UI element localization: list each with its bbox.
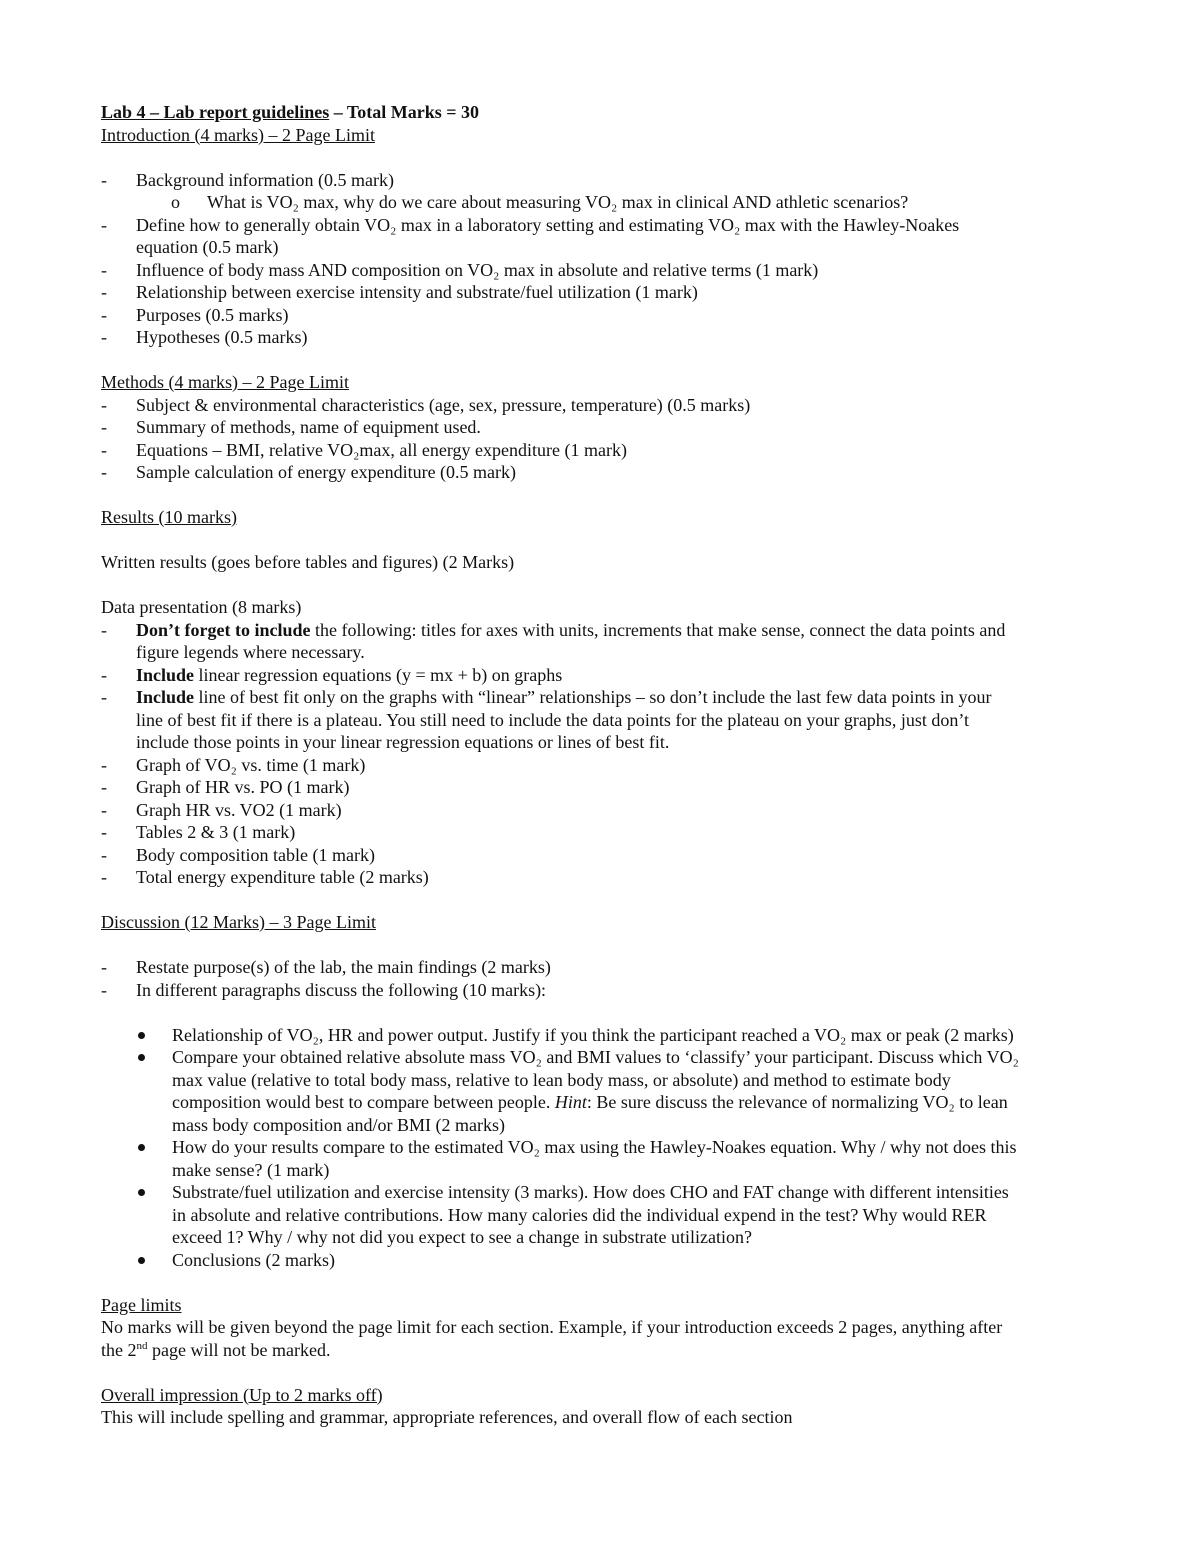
bullet-item: Compare your obtained relative absolute mass VO₂ and BMI values to ‘classify’ your participant. Discuss which VO₂ xyxy=(101,1046,1101,1069)
list-item: - Restate purpose(s) of the lab, the main findings (2 marks) xyxy=(101,957,551,977)
overall-impression-text: This will include spelling and grammar, appropriate references, and overall flow of each section xyxy=(101,1407,793,1427)
list-item: - Summary of methods, name of equipment used. xyxy=(101,417,481,437)
introduction-heading: Introduction (4 marks) – 2 Page Limit xyxy=(101,124,375,145)
list-item-continuation: line of best fit if there is a plateau. You still need to include the data points for the plateau on your graphs, just don’t xyxy=(136,709,969,730)
page-limits-text: No marks will be given beyond the page limit for each section. Example, if your introduction exceeds 2 pages, anything after xyxy=(101,1317,1003,1337)
list-item: - Total energy expenditure table (2 marks) xyxy=(101,867,429,887)
bullet-icon xyxy=(138,1144,145,1151)
list-item: - Influence of body mass AND composition on VO₂ max in absolute and relative terms (1 mark) xyxy=(101,259,819,280)
written-results-text: Written results (goes before tables and figures) (2 Marks) xyxy=(101,552,515,572)
list-item: - Graph HR vs. VO2 (1 mark) xyxy=(101,799,342,820)
sub-list-item: o What is VO₂ max, why do we care about measuring VO₂ max in clinical AND athletic scenarios? xyxy=(171,192,909,212)
bullet-icon xyxy=(138,1257,145,1264)
bullet-item: Relationship of VO₂, HR and power output. Justify if you think the participant reached a VO₂ max or peak (2 marks) xyxy=(101,1024,1101,1047)
data-presentation-heading: Data presentation (8 marks) xyxy=(101,597,302,617)
bullet-item-continuation: max value (relative to total body mass, relative to lean body mass, or absolute) and method to estimate body xyxy=(172,1069,951,1090)
discussion-heading: Discussion (12 Marks) – 3 Page Limit xyxy=(101,912,376,932)
bullet-item: How do your results compare to the estimated VO₂ max using the Hawley-Noakes equation. Why / why not does this xyxy=(101,1136,1101,1159)
list-item: - Don’t forget to include the following: titles for axes with units, increments that make sense, connect the data points and xyxy=(101,619,1006,640)
list-item: - Graph of VO₂ vs. time (1 mark) xyxy=(101,754,366,775)
bullet-item: Conclusions (2 marks) xyxy=(101,1249,1101,1272)
bullet-item-continuation: mass body composition and/or BMI (2 marks) xyxy=(172,1114,505,1135)
list-item: - Relationship between exercise intensity and substrate/fuel utilization (1 mark) xyxy=(101,282,698,302)
bullet-item-continuation: make sense? (1 mark) xyxy=(172,1159,330,1180)
list-item: - Include linear regression equations (y = mx + b) on graphs xyxy=(101,664,563,685)
bullet-item-continuation: in absolute and relative contributions. How many calories did the individual expend in the test? Why would RER xyxy=(172,1204,987,1225)
list-item: - Purposes (0.5 marks) xyxy=(101,304,289,325)
list-item-continuation: equation (0.5 mark) xyxy=(136,237,279,257)
list-item: - Body composition table (1 mark) xyxy=(101,844,375,865)
bullet-icon xyxy=(138,1189,145,1196)
list-item: - Sample calculation of energy expenditure (0.5 mark) xyxy=(101,462,517,482)
list-item: - Tables 2 & 3 (1 mark) xyxy=(101,822,296,842)
bullet-item: Substrate/fuel utilization and exercise intensity (3 marks). How does CHO and FAT change with different intensities xyxy=(101,1181,1101,1204)
list-item: - Hypotheses (0.5 marks) xyxy=(101,327,308,347)
document-page xyxy=(101,101,1101,1429)
document-title: Lab 4 – Lab report guidelines – Total Marks = 30 xyxy=(101,102,479,122)
list-item-continuation: include those points in your linear regression equations or lines of best fit. xyxy=(136,732,670,752)
bullet-item-continuation: exceed 1? Why / why not did you expect to see a change in substrate utilization? xyxy=(172,1227,752,1247)
list-item: - Include line of best fit only on the graphs with “linear” relationships – so don’t include the last few data points in your xyxy=(101,687,992,707)
list-item: - Equations – BMI, relative VO₂max, all energy expenditure (1 mark) xyxy=(101,439,627,460)
list-item: - Define how to generally obtain VO₂ max in a laboratory setting and estimating VO₂ max with the Hawley-Noakes xyxy=(101,214,960,235)
list-item-continuation: figure legends where necessary. xyxy=(136,642,365,662)
bullet-item-continuation: composition would best to compare between people. Hint: Be sure discuss the relevance of normalizing VO₂ to lean xyxy=(172,1092,1008,1112)
methods-heading: Methods (4 marks) – 2 Page Limit xyxy=(101,372,349,392)
bullet-icon xyxy=(138,1054,145,1061)
list-item: - In different paragraphs discuss the following (10 marks): xyxy=(101,979,547,1000)
bullet-icon xyxy=(138,1032,145,1039)
results-heading: Results (10 marks) xyxy=(101,507,237,527)
page-limits-text-cont: the 2nd page will not be marked. xyxy=(101,1339,331,1360)
list-item: - Subject & environmental characteristics (age, sex, pressure, temperature) (0.5 marks) xyxy=(101,394,751,415)
list-item: - Graph of HR vs. PO (1 mark) xyxy=(101,777,350,797)
overall-impression-heading: Overall impression (Up to 2 marks off) xyxy=(101,1384,383,1405)
list-item: - Background information (0.5 mark) xyxy=(101,169,394,190)
page-limits-heading: Page limits xyxy=(101,1294,182,1315)
